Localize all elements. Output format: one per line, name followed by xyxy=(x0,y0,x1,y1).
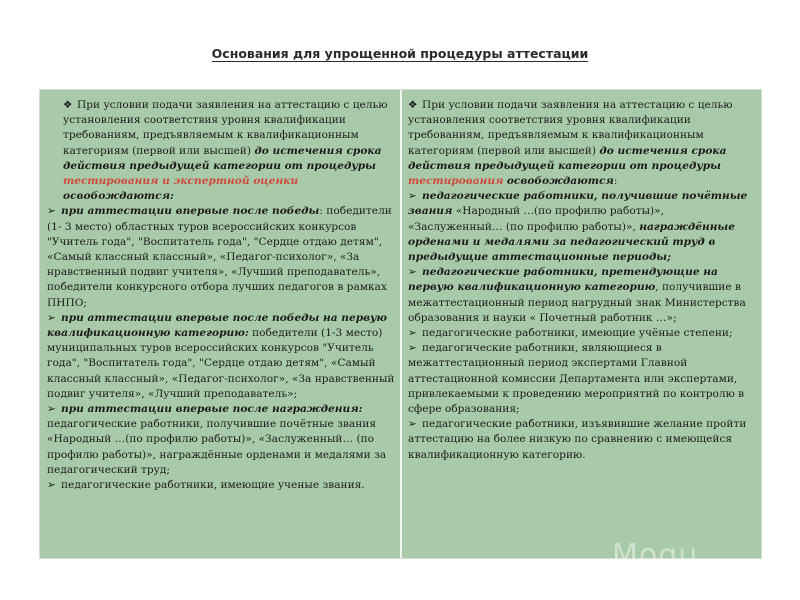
arrow-bullet-icon: ➢ xyxy=(47,479,56,492)
left-item-2: ➢ при аттестации впервые после победы на первую квалификационную категорию: победители (1-3 место) муниципальных туров всероссийских конкурсов "Учитель года", "Воспитатель года", "Сердце отдаю детям", «Самый классный классный», «Педагог-психолог», «За нравственный подвиг учителя», «Лучший преподаватель»; xyxy=(47,311,395,400)
content-table xyxy=(39,89,762,559)
arrow-bullet-icon: ➢ xyxy=(408,342,417,355)
column-divider xyxy=(400,90,402,558)
watermark-logo: Mogu xyxy=(612,538,699,573)
arrow-bullet-icon: ➢ xyxy=(408,266,417,279)
page-title: Основания для упрощенной процедуры аттестации xyxy=(211,46,589,61)
arrow-bullet-icon: ➢ xyxy=(408,418,417,431)
right-item-3: ➢ педагогические работники, имеющие учёные степени; xyxy=(408,326,756,341)
left-item-1: ➢ при аттестации впервые после победы: победители (1- 3 место) областных туров всероссийских конкурсов "Учитель года", "Воспитатель года", "Сердце отдаю детям", «Самый классный классный», «Педагог-психолог», «За нравственный подвиг учителя», «Лучший преподаватель», победители конкурсного отбора лучших педагогов в рамках ПНПО; xyxy=(47,205,392,309)
right-column xyxy=(408,98,756,463)
right-intro: ❖ При условии подачи заявления на аттестацию с целью установления соответствия уровня квалификации требованиям, предъявляемым к квалификационным категориям (первой или высшей) до истечения срока действия предыдущей категории от процедуры тестирования освобождаются: xyxy=(408,99,733,188)
arrow-bullet-icon: ➢ xyxy=(47,403,56,416)
diamond-bullet-icon: ❖ xyxy=(408,99,418,111)
left-intro: ❖ При условии подачи заявления на аттестацию с целью установления соответствия уровня квалификации требованиям, предъявляемым к квалификационным категориям (первой или высшей) до истечения срока действия предыдущей категории от процедуры тестирования и экспертной оценки освобождаются: xyxy=(63,99,388,203)
right-item-2: ➢ педагогические работники, претендующие на первую квалификационную категорию, получившие в межаттестационный период нагрудный знак Министерства образования и науки « Почетный работник …»; xyxy=(408,266,746,324)
arrow-bullet-icon: ➢ xyxy=(408,190,417,203)
left-column xyxy=(47,98,395,493)
right-item-4: ➢ педагогические работники, являющиеся в межаттестационный период экспертами Главной аттестационной комиссии Департамента или экспертами, привлекаемыми к проведению мероприятий по контролю в сфере образования; xyxy=(408,342,745,416)
right-item-1: ➢ педагогические работники, получившие почётные звания «Народный …(по профилю работы)», «Заслуженный… (по профилю работы)», награждённые орденами и медалями за педагогический труд в предыдущие аттестационные периоды; xyxy=(408,190,748,264)
arrow-bullet-icon: ➢ xyxy=(47,205,56,218)
arrow-bullet-icon: ➢ xyxy=(47,311,56,324)
arrow-bullet-icon: ➢ xyxy=(408,327,417,340)
diamond-bullet-icon: ❖ xyxy=(63,99,73,111)
left-item-3: ➢ при аттестации впервые после награждения: педагогические работники, получившие почётные звания «Народный …(по профилю работы)», «Заслуженный… (по профилю работы)», награждённые орденами и медалями за педагогический труд; xyxy=(47,403,387,476)
left-item-4: ➢ педагогические работники, имеющие ученые звания. xyxy=(47,478,395,493)
right-item-5: ➢ педагогические работники, изъявившие желание пройти аттестацию на более низкую по сравнению с имеющейся квалификационную категорию. xyxy=(408,418,747,461)
